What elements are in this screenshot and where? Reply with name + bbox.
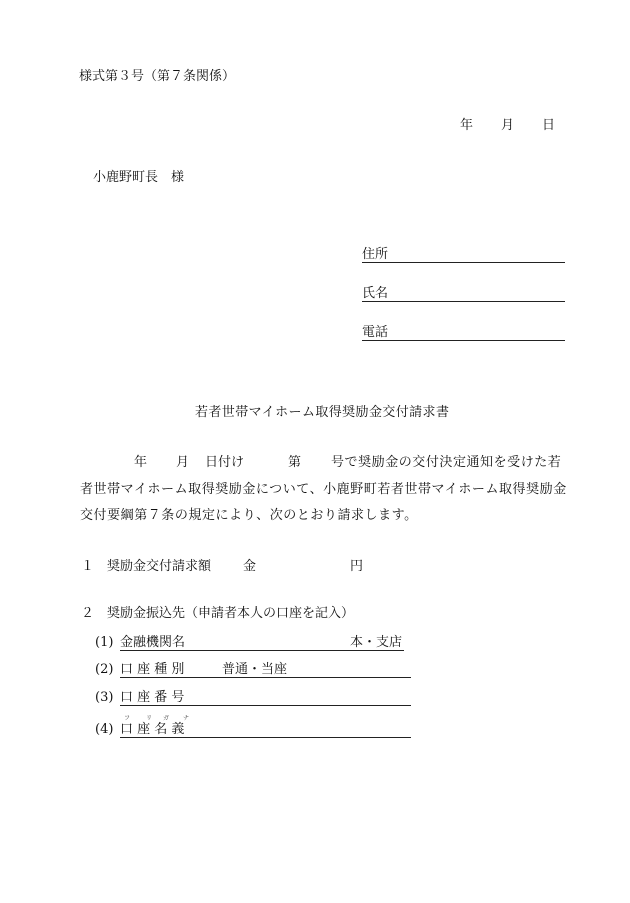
branch-suffix: 本・支店 xyxy=(350,635,403,650)
address-label: 住所 xyxy=(362,247,389,262)
bank-row-number: (1) xyxy=(95,635,114,650)
document-title: 若者世帯マイホーム取得奨励金交付請求書 xyxy=(195,405,450,420)
account-holder-label: 口 座 名 義 xyxy=(120,722,185,737)
bank-name-label: 金融機関名 xyxy=(120,635,186,650)
bank-name-line xyxy=(120,650,404,651)
account-holder-line xyxy=(120,737,411,738)
body-year: 年 xyxy=(134,455,148,470)
account-number-line xyxy=(120,705,411,706)
body-month: 月 xyxy=(176,455,190,470)
account-type-label: 口 座 種 別 xyxy=(120,662,185,677)
date-month: 月 xyxy=(501,118,515,133)
item-1-kin: 金 xyxy=(243,559,257,574)
item-1-label: 奨励金交付請求額 xyxy=(107,559,212,574)
body-number-prefix: 第 xyxy=(288,455,302,470)
address-line xyxy=(362,262,565,263)
bank-row-number: (4) xyxy=(95,722,114,737)
body-line-3: 交付要綱第７条の規定により、次のとおり請求します。 xyxy=(80,508,418,523)
bank-row-number: (2) xyxy=(95,662,114,677)
item-2-number: ２ xyxy=(81,606,95,621)
body-day-attached: 日付け xyxy=(205,455,245,470)
item-2-heading: 奨励金振込先（申請者本人の口座を記入） xyxy=(107,606,355,621)
furigana-na: ナ xyxy=(183,715,190,722)
phone-line xyxy=(362,340,565,341)
phone-label: 電話 xyxy=(362,325,389,340)
body-line1-rest: 号で奨励金の交付決定通知を受けた若 xyxy=(331,455,562,470)
bank-row-number: (3) xyxy=(95,690,114,705)
item-1-number: １ xyxy=(81,559,95,574)
account-type-line xyxy=(120,677,411,678)
addressee: 小鹿野町長 様 xyxy=(93,170,185,185)
body-line-2: 者世帯マイホーム取得奨励金について、小鹿野町若者世帯マイホーム取得奨励金 xyxy=(80,482,567,497)
name-label: 氏名 xyxy=(362,286,389,301)
account-type-value: 普通・当座 xyxy=(222,662,288,677)
name-line xyxy=(362,301,565,302)
date-year: 年 xyxy=(460,118,474,133)
account-number-label: 口 座 番 号 xyxy=(120,690,185,705)
date-day: 日 xyxy=(542,118,556,133)
furigana-ri: リ xyxy=(146,715,153,722)
furigana-ga: ガ xyxy=(163,715,170,722)
item-1-yen: 円 xyxy=(350,559,364,574)
furigana-fu: フ xyxy=(124,715,131,722)
form-number: 様式第３号（第７条関係） xyxy=(79,69,236,84)
